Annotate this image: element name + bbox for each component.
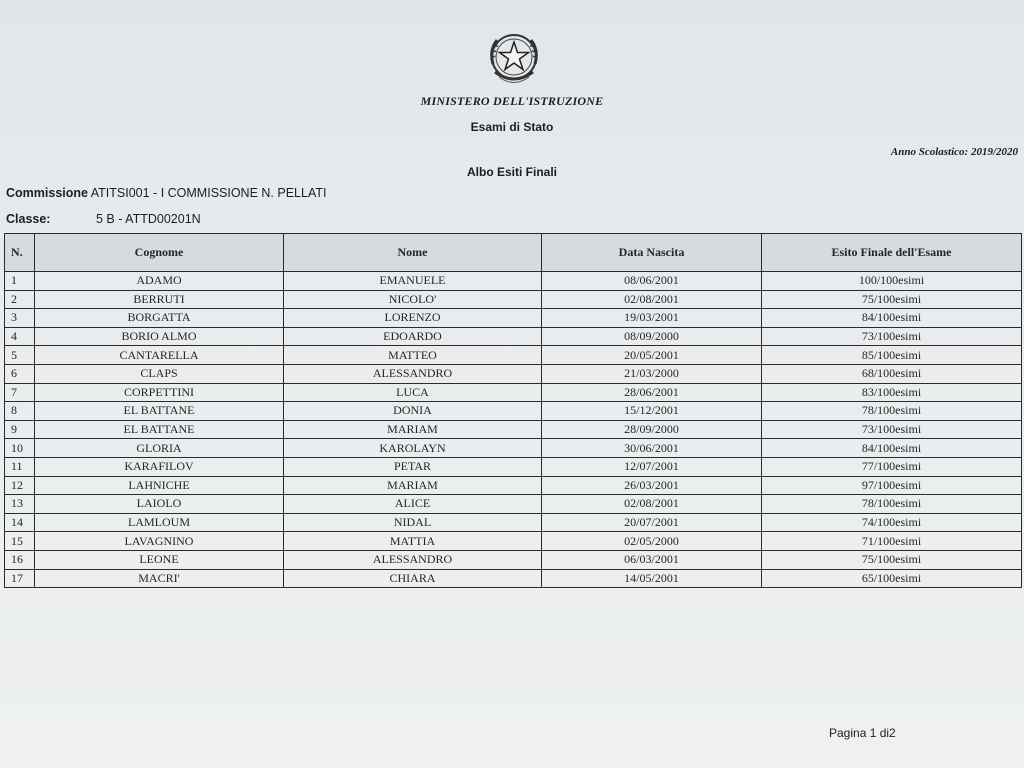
- row-number: 6: [5, 364, 35, 383]
- table-row: [5, 513, 1022, 532]
- name-cell: EMANUELE: [284, 272, 542, 291]
- name-cell: MATTEO: [284, 346, 542, 365]
- birth-date-cell: 08/09/2000: [542, 327, 762, 346]
- name-cell: MATTIA: [284, 532, 542, 551]
- birth-date-cell: 28/06/2001: [542, 383, 762, 402]
- row-number: 7: [5, 383, 35, 402]
- final-result-cell: 84/100esimi: [762, 439, 1022, 458]
- final-result-cell: 78/100esimi: [762, 402, 1022, 421]
- birth-date-cell: 15/12/2001: [542, 402, 762, 421]
- row-number: 3: [5, 309, 35, 328]
- surname-cell: EL BATTANE: [35, 402, 284, 421]
- name-cell: NICOLO': [284, 290, 542, 309]
- column-header-name: Nome: [284, 234, 542, 272]
- name-cell: LUCA: [284, 383, 542, 402]
- ministry-title: MINISTERO DELL'ISTRUZIONE: [420, 94, 604, 108]
- final-result-cell: 65/100esimi: [762, 569, 1022, 588]
- table-row: [5, 476, 1022, 495]
- results-table: [4, 233, 1022, 588]
- final-result-cell: 83/100esimi: [762, 383, 1022, 402]
- birth-date-cell: 28/09/2000: [542, 420, 762, 439]
- row-number: 1: [5, 272, 35, 291]
- final-result-cell: 85/100esimi: [762, 346, 1022, 365]
- name-cell: ALICE: [284, 495, 542, 514]
- surname-cell: CORPETTINI: [35, 383, 284, 402]
- table-row: [5, 383, 1022, 402]
- exam-title: Esami di Stato: [470, 120, 554, 134]
- birth-date-cell: 14/05/2001: [542, 569, 762, 588]
- name-cell: NIDAL: [284, 513, 542, 532]
- school-year: Anno Scolastico: 2019/2020: [890, 146, 1018, 158]
- column-header-birth-date: Data Nascita: [542, 234, 762, 272]
- name-cell: EDOARDO: [284, 327, 542, 346]
- table-header-row: [5, 234, 1022, 272]
- name-cell: CHIARA: [284, 569, 542, 588]
- birth-date-cell: 19/03/2001: [542, 309, 762, 328]
- surname-cell: LAVAGNINO: [35, 532, 284, 551]
- class-value: 5 B - ATTD00201N: [96, 212, 201, 226]
- surname-cell: CANTARELLA: [35, 346, 284, 365]
- surname-cell: EL BATTANE: [35, 420, 284, 439]
- surname-cell: LAIOLO: [35, 495, 284, 514]
- surname-cell: LAHNICHE: [35, 476, 284, 495]
- name-cell: ALESSANDRO: [284, 550, 542, 569]
- name-cell: ALESSANDRO: [284, 364, 542, 383]
- final-result-cell: 78/100esimi: [762, 495, 1022, 514]
- table-row: [5, 272, 1022, 291]
- final-result-cell: 77/100esimi: [762, 457, 1022, 476]
- birth-date-cell: 30/06/2001: [542, 439, 762, 458]
- surname-cell: GLORIA: [35, 439, 284, 458]
- class-label: Classe:: [6, 212, 51, 226]
- row-number: 12: [5, 476, 35, 495]
- birth-date-cell: 20/07/2001: [542, 513, 762, 532]
- name-cell: LORENZO: [284, 309, 542, 328]
- final-result-cell: 75/100esimi: [762, 550, 1022, 569]
- table-row: [5, 457, 1022, 476]
- birth-date-cell: 02/08/2001: [542, 290, 762, 309]
- final-result-cell: 71/100esimi: [762, 532, 1022, 551]
- birth-date-cell: 02/08/2001: [542, 495, 762, 514]
- row-number: 14: [5, 513, 35, 532]
- commission-value: ATITSI001 - I COMMISSIONE N. PELLATI: [90, 186, 327, 200]
- class-line: [6, 212, 201, 226]
- name-cell: KAROLAYN: [284, 439, 542, 458]
- commission-label: Commissione: [6, 186, 88, 200]
- commission-line: [6, 186, 326, 200]
- table-row: [5, 327, 1022, 346]
- table-row: [5, 309, 1022, 328]
- table-row: [5, 550, 1022, 569]
- final-result-cell: 74/100esimi: [762, 513, 1022, 532]
- name-cell: PETAR: [284, 457, 542, 476]
- final-result-cell: 73/100esimi: [762, 420, 1022, 439]
- table-row: [5, 402, 1022, 421]
- surname-cell: BORGATTA: [35, 309, 284, 328]
- row-number: 9: [5, 420, 35, 439]
- table-row: [5, 420, 1022, 439]
- final-result-cell: 100/100esimi: [762, 272, 1022, 291]
- name-cell: MARIAM: [284, 476, 542, 495]
- surname-cell: ADAMO: [35, 272, 284, 291]
- final-result-cell: 73/100esimi: [762, 327, 1022, 346]
- surname-cell: LAMLOUM: [35, 513, 284, 532]
- italian-republic-emblem-icon: [485, 28, 543, 90]
- register-title: Albo Esiti Finali: [466, 165, 557, 179]
- surname-cell: KARAFILOV: [35, 457, 284, 476]
- birth-date-cell: 12/07/2001: [542, 457, 762, 476]
- surname-cell: LEONE: [35, 550, 284, 569]
- table-row: [5, 569, 1022, 588]
- table-row: [5, 346, 1022, 365]
- birth-date-cell: 20/05/2001: [542, 346, 762, 365]
- row-number: 8: [5, 402, 35, 421]
- birth-date-cell: 08/06/2001: [542, 272, 762, 291]
- name-cell: DONIA: [284, 402, 542, 421]
- surname-cell: CLAPS: [35, 364, 284, 383]
- row-number: 5: [5, 346, 35, 365]
- birth-date-cell: 06/03/2001: [542, 550, 762, 569]
- name-cell: MARIAM: [284, 420, 542, 439]
- table-row: [5, 290, 1022, 309]
- table-row: [5, 495, 1022, 514]
- final-result-cell: 68/100esimi: [762, 364, 1022, 383]
- table-row: [5, 364, 1022, 383]
- final-result-cell: 84/100esimi: [762, 309, 1022, 328]
- row-number: 2: [5, 290, 35, 309]
- row-number: 15: [5, 532, 35, 551]
- row-number: 4: [5, 327, 35, 346]
- row-number: 11: [5, 457, 35, 476]
- row-number: 10: [5, 439, 35, 458]
- final-result-cell: 97/100esimi: [762, 476, 1022, 495]
- column-header-number: N.: [5, 234, 35, 272]
- birth-date-cell: 26/03/2001: [542, 476, 762, 495]
- table-row: [5, 439, 1022, 458]
- surname-cell: BORIO ALMO: [35, 327, 284, 346]
- page-number: Pagina 1 di2: [829, 726, 896, 740]
- surname-cell: BERRUTI: [35, 290, 284, 309]
- final-result-cell: 75/100esimi: [762, 290, 1022, 309]
- row-number: 17: [5, 569, 35, 588]
- table-row: [5, 532, 1022, 551]
- birth-date-cell: 21/03/2000: [542, 364, 762, 383]
- row-number: 13: [5, 495, 35, 514]
- row-number: 16: [5, 550, 35, 569]
- surname-cell: MACRI': [35, 569, 284, 588]
- column-header-surname: Cognome: [35, 234, 284, 272]
- birth-date-cell: 02/05/2000: [542, 532, 762, 551]
- column-header-final-result: Esito Finale dell'Esame: [762, 234, 1022, 272]
